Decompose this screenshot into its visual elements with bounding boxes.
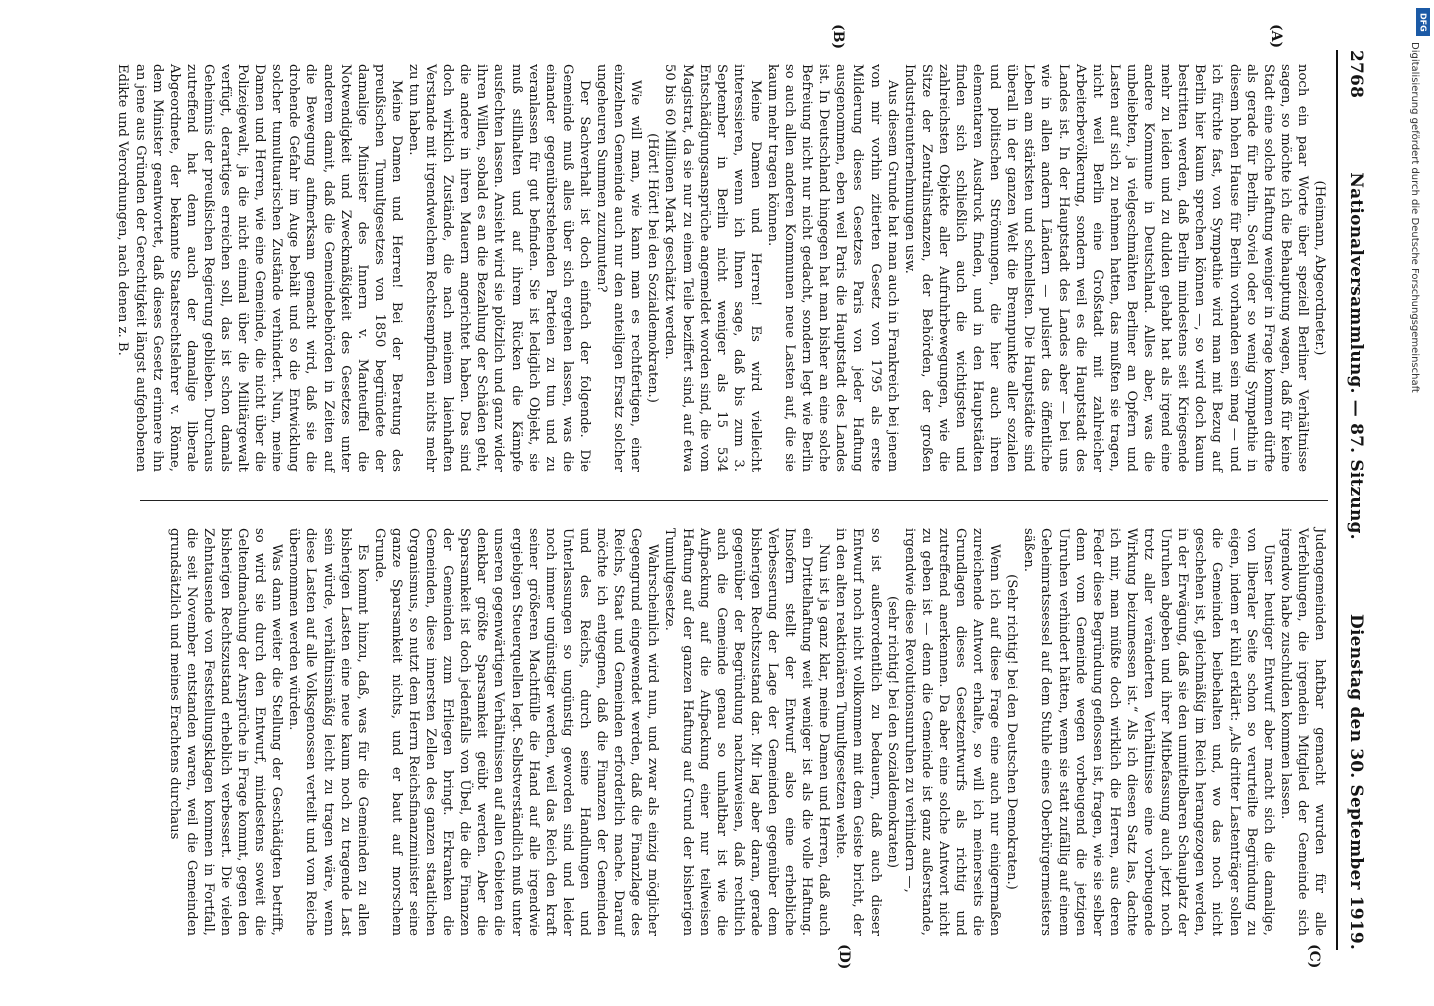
session-date: Dienstag den 30. September 1919. — [1346, 614, 1366, 950]
paragraph: Meine Damen und Herren! Es wird vielleicht interessieren, wenn ich Ihnen sage, daß bis zum 3. September in Berlin nicht weniger als 15 534 Entschädigungsansprüche angemeldet worden sind, die vom Magistrat, da sie nur zu einem Teile beziffert sind, auf etwa 50 bis 60 Millionen Mark geschätzt werden. — [662, 64, 763, 472]
page-header — [1342, 50, 1366, 950]
digitization-note — [1406, 6, 1420, 1006]
interjection: (sehr richtig! bei den Sozialdemokraten) — [884, 596, 900, 868]
paragraph: noch ein paar Worte über speziell Berliner Verhältnisse sagen, so möchte ich die Behauptung wagen, daß für keine Stadt eine solche Haftung weniger in Frage kommen dürfte als gerade für Berlin. Soviel oder so wenig Sympathie in diesem hohen Hause für Berlin vorhanden sein mag — und ich fürchte fast, von Sympathie wird man mit Bezug auf Berlin hier kaum sprechen können —, so wird doch kaum bestritten werden, daß Berlin mindestens seit Kriegsende mehr zu leiden und zu dulden gehabt hat als irgend eine andere Kommune in Deutschland. Alles aber, was die unbeliebten, ja vielgeschmähten Berliner an Opfern und Lasten auf sich zu nehmen hatten, das mußten sie tragen, nicht weil Berlin eine Großstadt mit zahlreicher Arbeiterbevölkerung, sondern weil es die Hauptstadt des Landes ist. In der Hauptstadt des Landes aber — bei uns wie in allen andern Ländern — pulsiert das öffentliche Leben am stärksten und schnellsten. Die Hauptstädte sind überall in der ganzen Welt die Brennpunkte aller sozialen und politischen Strömungen, die hier auch ihren elementaren Ausdruck finden, und in den Hauptstädten finden sich schließlich auch die wichtigsten und zahlreichsten Objekte aller Aufruhrbewegungen, wie die Sitze der Zentralinstanzen, der Behörden, der großen Industrieunternehmungen usw. — [901, 64, 1310, 472]
page-number: 2768 — [1346, 50, 1366, 99]
session-title: Nationalversammlung. — 87. Sitzung. — [1346, 172, 1366, 540]
paragraph: Judengemeinden haftbar gemacht wurden für alle Verfehlungen, die irgendein Mitglied der Gemeinde sich irgendwo habe zuschulden kommen lassen. — [1277, 528, 1327, 936]
margin-marker-c: (C) — [1306, 944, 1322, 969]
header-rule — [1336, 50, 1338, 950]
margin-marker-b: (B) — [830, 24, 846, 50]
right-column — [140, 528, 1328, 936]
paragraph: Was dann weiter die Stellung der Geschädigten betrifft, so wird sie durch den Entwurf, mindestens soweit die Geltendmachung der Ansprüche in Frage kommt, gegen den bisherigen Rechtszustand erheblich verbessert. Die vielen Zehntausende von Feststellungsklagen kommen in Fortfall, die seit November entstanden waren, weil die Gemeinden grundsätzlich und meines Erachtens durchaus — [166, 528, 285, 936]
speaker-note: (Heimann, Abgeordneter.) — [1312, 180, 1327, 356]
paragraph: Es kommt hinzu, daß, was für die Gemeinden zu allen bisherigen Lasten eine neue kaum noch zu tragende Last sein würde, verhältnismäßig leicht zu tragen wäre, wenn diese Lasten auf alle Volksgenossen verteilt und vom Reiche übernommen werden würden. — [286, 528, 370, 936]
dfg-logo: DFG — [1416, 8, 1430, 36]
interjection: (Sehr richtig! bei den Deutschen Demokraten.) — [1004, 574, 1020, 890]
paragraph: Wie will man, wie kann man es rechtfertigen, einer einzelnen Gemeinde auch nur den anteiligen Ersatz solcher ungeheuren Summen zuzumuten? — [594, 64, 644, 472]
paragraph: Unser heutiger Entwurf aber macht sich die damalige, von liberaler Seite schon so verurteilte Begründung zu eigen, indem er kühl erklärt: „Als dritter Lastenträger sollen die Gemeinden beibehalten und, wo das noch nicht geschehen ist, gleichmäßig im Reich herangezogen werden, in der Erwägung, daß sie den unmittelbaren Schauplatz der Unruhen abgeben und ihrer Mitbefassung auch jetzt noch trotz aller veränderten Verhältnisse eine vorbeugende Wirkung beizumessen ist.“ Als ich diesen Satz las, dachte ich mir, man müßte doch wirklich die Herren, aus deren Feder diese Begründung geflossen ist, fragen, wie sie selber denn vom Gemeinde wegen vorbeugend die jetzigen Unruhen verhindert hätten, wenn sie statt zufällig auf einem Geheimratssessel auf dem Stuhle eines Oberbürgermeisters säßen. — [1021, 528, 1276, 936]
left-column — [115, 64, 1328, 472]
margin-marker-a: (A) — [1268, 24, 1284, 49]
rotated-newspaper-page — [100, 0, 1414, 1000]
paragraph: Meine Damen und Herren! Bei der Beratung des preußischen Tumultgesetzes von 1850 begründete der damalige Minister des Innern v. Manteuffel die Notwendigkeit und Zweckmäßigkeit des Gesetzes unter anderem damit, daß die Gemeindebehörden in Zeiten auf die Bewegung aufmerksam gemacht wird, daß sie die drohende Gefahr im Auge behält und so die Entwicklung solcher tumultuarischen Zustände verhindert. Nun, meine Damen und Herren, wie eine Gemeinde, die nicht über die Polizeigewalt, ja die nicht einmal über die Militärgewalt verfügt, derartiges erreichen soll, das ist schon damals Geheimnis der preußischen Regierung geblieben. Durchaus zutreffend hat denn auch der damalige liberale Abgeordnete, der bekannte Staatsrechtslehrer v. Rönne, dem Minister geantwortet, daß dieses Gesetz erinnere ihn an jene aus Gründen der Gerechtigkeit längst aufgehobenen Edikte und Verordnungen, nach denen z. B. — [115, 64, 404, 472]
paragraph: Nun ist ja ganz klar, meine Damen und Herren, daß auch ein Drittelhaftung weit weniger ist als die volle Haftung. Insofern stellt der Entwurf also eine erhebliche Verbesserung der Lage der Gemeinden gegenüber dem bisherigen Rechtszustand dar. Mir lag aber daran, gerade gegenüber der Begründung nachzuweisen, daß rechtlich auch die Gemeinde genau so unhaltbar ist wie die Aufpackung auf die Aufpackung einer nur teilweisen Haftung auf der ganzen Haftung auf Grund der bisherigen Tumultgesetze. — [662, 528, 832, 936]
digitization-note-text: Digitalisierung gefördert durch die Deutsche Forschungsgemeinschaft — [1409, 42, 1420, 393]
margin-marker-d: (D) — [836, 944, 852, 970]
interjection: (Hört! Hört! bei den Sozialdemokraten.) — [645, 133, 661, 403]
paragraph: Wenn ich auf diese Frage eine auch nur einigermaßen zureichende Antwort erhalte, so will ich meinerseits die Grundlagen dieses Gesetzentwurfs als richtig und zutreffend anerkennen. Da aber eine solche Antwort nicht zu geben ist — denn die Gemeinde ist ganz außerstande, irgendwie diese Revolutionsunruhen zu verhindern —, — [901, 528, 1003, 936]
paragraph: Der Sachverhalt ist doch einfach der folgende. Die Gemeinde muß alles über sich ergehen lassen, was die einander gegenüberstehenden Parteien zu tun und zu veranlassen für gut befinden. Sie ist lediglich Objekt, sie muß stillhalten und auf ihrem Rücken die Kämpfe ausfechten lassen. Ansieht wird sie plötzlich und ganz wider ihren Willen, sobald es an die Bezahlung der Schäden geht, die andere in ihren Mauern angerichtet haben. Das sind doch wirklich Zustände, die nach meinem laienhaften Verstande mit irgendwelchem Rechtsempfinden nichts mehr zu tun haben. — [406, 64, 592, 472]
paragraph: so ist außerordentlich zu bedauern, daß auch dieser Entwurf noch nicht vollkommen mit dem Geiste bricht, der in den alten reaktionären Tumultgesetzen wehte. — [833, 528, 883, 936]
column-divider — [140, 500, 1328, 501]
paragraph: Aus diesem Grunde hat man auch in Frankreich bei jenem von mir vorhin zitierten Gesetz von 1795 als erste Milderung dieses Gesetzes Paris von jeder Haftung ausgenommen, eben weil Paris die Hauptstadt des Landes ist. In Deutschland hingegen hat man bisher an eine solche Befreiung nicht nur nicht gedacht, sondern legt wie Berlin so auch allen anderen Kommunen neue Lasten auf, die sie kaum mehr tragen können. — [765, 64, 900, 472]
paragraph: Wahrscheinlich wird nun, und zwar als einzig möglicher Gegengrund eingewendet werden, daß die Finanzlage des Reichs, Staat und Gemeinden erforderlich mache. Darauf möchte ich entgegnen, daß die Finanzen der Gemeinden und des Reichs, durch seine Handlungen und Unterlassungen so ungünstig geworden sind und leider noch immer ungünstiger werden, weil das Reich den kraft seiner größeren Machtfülle die Hand auf alle irgendwie ergiebigen Steuerquellen legt. Selbstverständlich muß unter unseren gegenwärtigen Verhältnissen auf allen Gebieten die denkbar größte Sparsamkeit geübt werden. Aber die Sparsamkeit ist doch jedenfalls von Übel, die die Finanzen der Gemeinden zum Erliegen bringt. Erkranken die Gemeinden, diese innersten Zellen des ganzen staatlichen Organismus, so nutzt dem Herrn Reichsfinanzminister seine ganze Sparsamkeit nichts, und er baut auf morschem Grunde. — [371, 528, 661, 936]
